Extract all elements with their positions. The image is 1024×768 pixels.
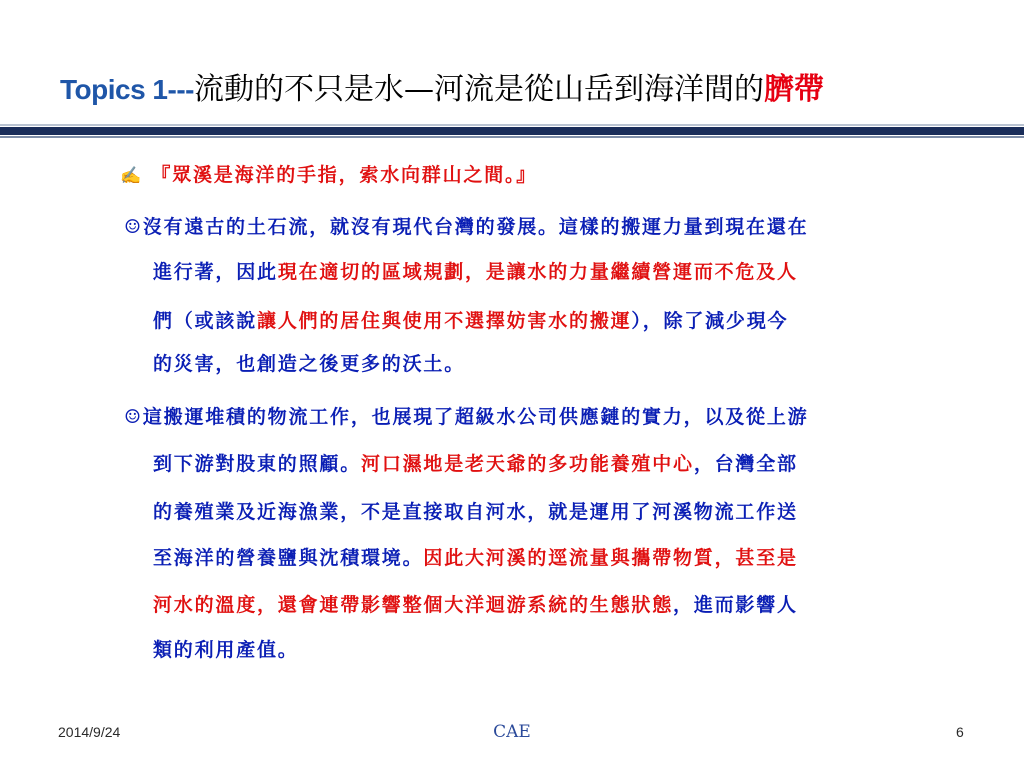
slide-number: 6 <box>956 724 964 740</box>
para1-line3: 們（或該說讓人們的居住與使用不選擇妨害水的搬運），除了減少現今 <box>153 310 789 332</box>
quote-text: 『眾溪是海洋的手指，索水向群山之間。』 <box>151 164 538 186</box>
para2-line1: ☺這搬運堆積的物流工作，也展現了超級水公司供應鏈的實力，以及從上游 <box>124 406 809 428</box>
para2-line2: 到下游對股東的照顧。河口濕地是老天爺的多功能養殖中心，台灣全部 <box>153 453 798 475</box>
footer-center-label: CAE <box>493 722 531 742</box>
title-rule-light <box>0 124 1024 126</box>
title-main: 流動的不只是水—河流是從山岳到海洋間的 <box>193 72 764 107</box>
slide-title <box>60 68 824 112</box>
para2-line5: 河水的溫度，還會連帶影響整個大洋迴游系統的生態狀態，進而影響人 <box>153 594 798 616</box>
title-rule-dark <box>0 127 1024 135</box>
pencil-icon: ✍ <box>120 166 143 186</box>
para2-line3: 的養殖業及近海漁業，不是直接取自河水，就是運用了河溪物流工作送 <box>153 501 798 523</box>
title-accent: 臍帶 <box>763 72 824 107</box>
quote-bullet <box>120 163 537 188</box>
smiley-icon: ☺ <box>124 216 143 238</box>
para2-line6: 類的利用產值。 <box>153 639 299 661</box>
title-rule-mid <box>0 136 1024 138</box>
para1-line2: 進行著，因此現在適切的區域規劃，是讓水的力量繼續營運而不危及人 <box>153 261 798 283</box>
title-topic: Topics 1--- <box>60 74 194 105</box>
para1-line1: ☺沒有遠古的土石流，就沒有現代台灣的發展。這樣的搬運力量到現在還在 <box>124 216 809 238</box>
para1-line4: 的災害，也創造之後更多的沃土。 <box>153 353 466 375</box>
para2-line4: 至海洋的營養鹽與沈積環境。因此大河溪的逕流量與攜帶物質，甚至是 <box>153 547 798 569</box>
footer-date: 2014/9/24 <box>58 724 121 740</box>
smiley-icon: ☺ <box>124 406 143 428</box>
